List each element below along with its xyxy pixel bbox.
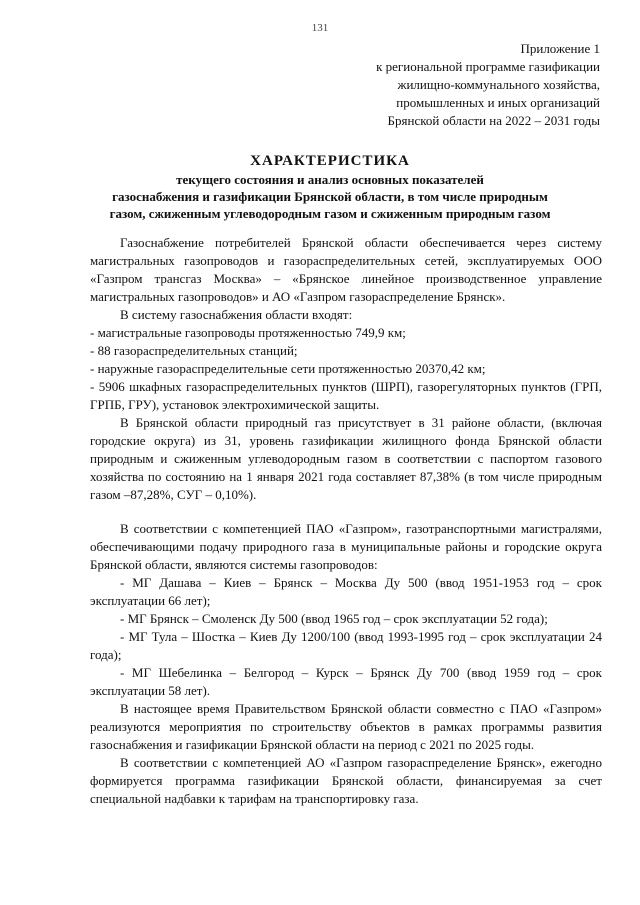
appendix-line: промышленных и иных организаций — [396, 95, 600, 110]
paragraph: В настоящее время Правительством Брянской области совместно с ПАО «Газпром» реализуются мероприятия по строительству объектов в рамках программы развития газоснабжения и газификации Брянской области на период с 2021 по 2025 годы. — [90, 701, 602, 752]
document-body — [90, 234, 602, 808]
list-item: - МГ Брянск – Смоленск Ду 500 (ввод 1965 год – срок эксплуатации 52 года); — [120, 611, 548, 626]
list-item: - МГ Шебелинка – Белгород – Курск – Брянск Ду 700 (ввод 1959 год – срок эксплуатации 58 лет). — [90, 665, 602, 698]
title-subtitle: газоснабжения и газификации Брянской области, в том числе природным — [112, 189, 548, 204]
list-item: - 88 газораспределительных станций; — [90, 343, 298, 358]
document-title — [60, 152, 600, 222]
paragraph: В соответствии с компетенцией ПАО «Газпром», газотранспортными магистралями, обеспечивающими подачу природного газа в муниципальные районы и городские округа Брянской области, являются системы газопроводов: — [90, 521, 602, 572]
list-item: - наружные газораспределительные сети протяженностью 20370,42 км; — [90, 361, 486, 376]
title-subtitle: газом, сжиженным углеводородным газом и сжиженным природным газом — [109, 206, 551, 221]
paragraph: В систему газоснабжения области входят: — [120, 307, 353, 322]
list-item: - МГ Тула – Шостка – Киев Ду 1200/100 (ввод 1993-1995 год – срок эксплуатации 24 года); — [90, 629, 602, 662]
list-item: - магистральные газопроводы протяженностью 749,9 км; — [90, 325, 406, 340]
page-number: 131 — [311, 22, 329, 34]
list-item: - 5906 шкафных газораспределительных пунктов (ШРП), газорегуляторных пунктов (ГРП, ГРПБ, ГРУ), установок электрохимической защиты. — [90, 379, 602, 412]
appendix-line: к региональной программе газификации — [376, 59, 600, 74]
paragraph: В соответствии с компетенцией АО «Газпром газораспределение Брянск», ежегодно формируется программа газификации Брянской области, финансируемая за счет специальной надбавки к тарифам на транспортировку газа. — [90, 755, 602, 806]
list-item: - МГ Дашава – Киев – Брянск – Москва Ду 500 (ввод 1951-1953 год – срок эксплуатации 66 лет); — [90, 575, 602, 608]
title-main: ХАРАКТЕРИСТИКА — [250, 153, 410, 169]
paragraph: Газоснабжение потребителей Брянской области обеспечивается через систему магистральных газопроводов и газораспределительных сетей, эксплуатируемых ООО «Газпром трансгаз Москва» – «Брянское линейное производственное управление магистральных газопроводов» и АО «Газпром газораспределение Брянск». — [90, 235, 602, 304]
appendix-header — [300, 40, 600, 130]
appendix-line: жилищно-коммунального хозяйства, — [397, 77, 600, 92]
appendix-line: Брянской области на 2022 – 2031 годы — [387, 113, 600, 128]
appendix-line: Приложение 1 — [520, 41, 600, 56]
paragraph: В Брянской области природный газ присутствует в 31 районе области, (включая городские округа) из 31, уровень газификации жилищного фонда Брянской области природным и сжиженным углеводородным газом в соответствии с паспортом газового хозяйства по состоянию на 1 января 2021 года составляет 87,38% (в том числе природным газом –87,28%, СУГ – 0,10%). — [90, 415, 602, 502]
paragraph-gap — [90, 504, 602, 520]
title-subtitle: текущего состояния и анализ основных показателей — [176, 172, 484, 187]
